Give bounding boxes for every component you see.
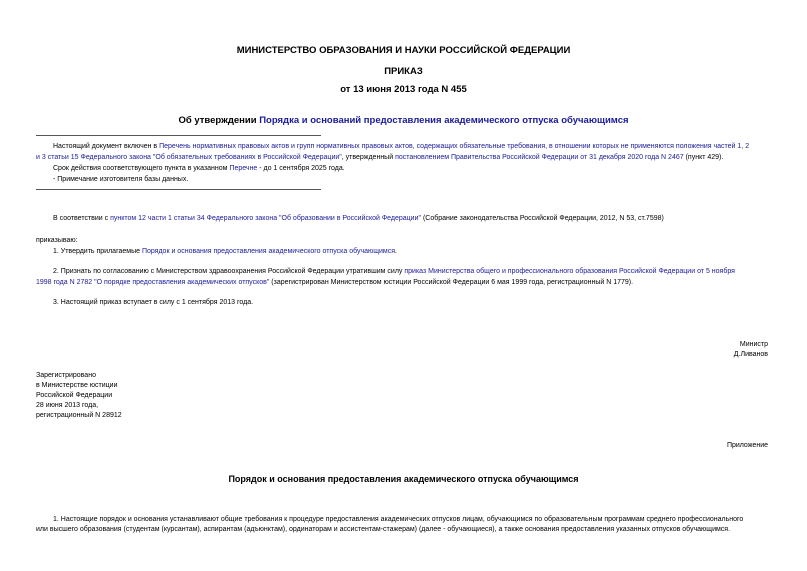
- item-3: 3. Настоящий приказ вступает в силу с 1 сентября 2013 года.: [53, 299, 254, 306]
- note-text: Настоящий документ включен в: [53, 143, 160, 150]
- appendix-paragraph-line-1: 1. Настоящие порядок и основания устанавливают общие требования к процедуре предоставления академических отпусков лицам, обучающимся по образовательным программам среднего профессионального: [53, 516, 744, 523]
- body-text: (Собрание законодательства Российской Федерации, 2012, N 53, ст.7598): [421, 215, 664, 222]
- registration-line-1: Зарегистрировано: [36, 372, 96, 379]
- perechen-short-link[interactable]: Перечне: [229, 165, 258, 172]
- procedure-link[interactable]: Порядок и основания предоставления академического отпуска обучающимся: [141, 248, 396, 255]
- title-link[interactable]: Порядка и оснований предоставления академического отпуска обучающимся: [259, 115, 629, 126]
- note-line-1: [53, 142, 749, 152]
- note-line-2: [36, 153, 723, 163]
- appendix-title: Порядок и основания предоставления академического отпуска обучающимся: [228, 474, 579, 484]
- note-text: - до 1 сентября 2025 года.: [257, 165, 345, 172]
- ministry-heading: МИНИСТЕРСТВО ОБРАЗОВАНИЯ И НАУКИ РОССИЙСКОЙ ФЕДЕРАЦИИ: [236, 45, 571, 56]
- perechen-link[interactable]: Перечень нормативных правовых актов и групп нормативных правовых актов, содержащих обязательные требования, в отношении которых не применяются положения частей 1, 2: [159, 143, 750, 150]
- note-text: Срок действия соответствующего пункта в указанном: [53, 165, 230, 172]
- appendix-paragraph-line-2: или высшего образования (студентам (курсантам), аспирантам (адъюнктам), ординаторам и ассистентам-стажерам) (далее - обучающиеся), а также основания предоставления указанных отпусков обучающимся.: [36, 526, 731, 533]
- item-2-line-2: [36, 278, 633, 288]
- signature-position: Министр: [739, 341, 768, 348]
- appendix-label: Приложение: [726, 442, 768, 449]
- body-text: 2. Признать по согласованию с Министерством здравоохранения Российской Федерации утратившим силу: [53, 268, 405, 275]
- order-word: приказываю:: [36, 237, 78, 244]
- note-line-3: [53, 164, 345, 174]
- date-number-heading: от 13 июня 2013 года N 455: [340, 84, 467, 95]
- body-text: .: [395, 248, 397, 255]
- signature-name: Д.Ливанов: [733, 351, 768, 358]
- education-law-link[interactable]: пунктом 12 части 1 статьи 34 Федерального закона "Об образовании в Российской Федерации": [110, 215, 421, 222]
- note-text: (пункт 429).: [683, 154, 724, 161]
- note-text: , утвержденный: [341, 154, 396, 161]
- title-prefix: Об утверждении: [178, 115, 260, 126]
- item-1: [53, 247, 397, 257]
- federal-law-link[interactable]: и 3 статьи 15 Федерального закона "Об обязательных требованиях в Российской Федерации": [36, 154, 342, 161]
- item-2-line-1: [53, 267, 735, 277]
- registration-line-4: 28 июня 2013 года,: [36, 402, 99, 409]
- registration-line-3: Российской Федерации: [36, 392, 113, 399]
- repealed-order-link-cont[interactable]: 1998 года N 2782 "О порядке предоставления академических отпусков": [36, 279, 270, 286]
- body-text: В соответствии с: [53, 215, 111, 222]
- preamble-paragraph: [53, 214, 664, 224]
- repealed-order-link[interactable]: приказ Министерства общего и профессионального образования Российской Федерации от 5 ноября: [404, 268, 735, 275]
- registration-line-5: регистрационный N 28912: [36, 412, 122, 419]
- registration-line-2: в Министерстве юстиции: [36, 382, 118, 389]
- document-title: [0, 115, 807, 126]
- note-divider-top: [36, 135, 321, 136]
- doc-type-heading: ПРИКАЗ: [384, 66, 423, 77]
- government-decree-link[interactable]: постановлением Правительства Российской Федерации от 31 декабря 2020 года N 2467: [395, 154, 684, 161]
- body-text: 1. Утвердить прилагаемые: [53, 248, 142, 255]
- note-divider-bottom: [36, 189, 321, 190]
- note-line-4: - Примечание изготовителя базы данных.: [53, 176, 189, 183]
- body-text: (зарегистрирован Министерством юстиции Российской Федерации 6 мая 1999 года, регистрационный N 1779).: [269, 279, 634, 286]
